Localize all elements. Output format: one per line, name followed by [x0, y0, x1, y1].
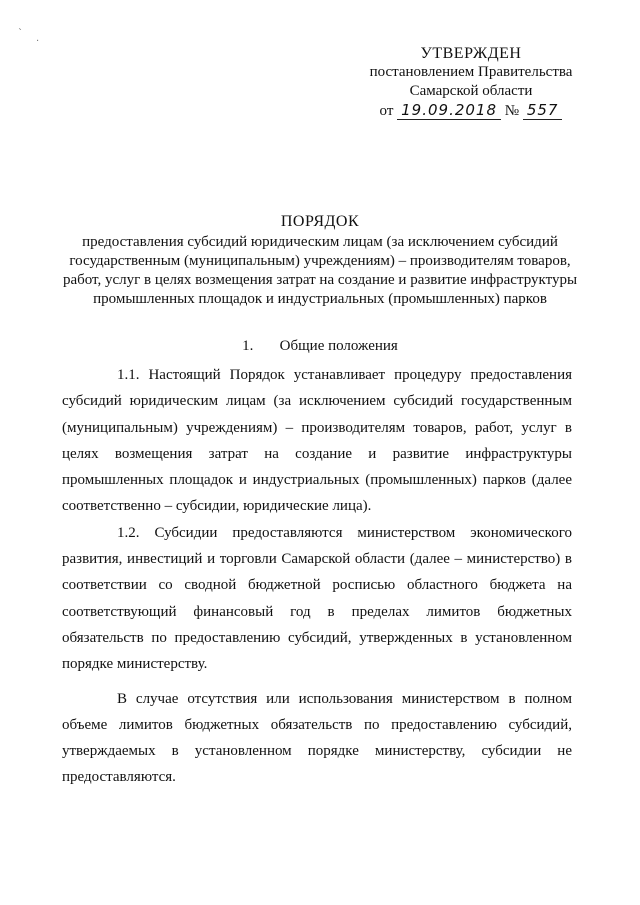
approval-number: 557: [523, 101, 563, 120]
document-title-block: [60, 212, 580, 309]
body-text: [62, 362, 572, 791]
paragraph-1-2-continued: В случае отсутствия или использования министерством в полном объеме лимитов бюджетных обязательств по предоставлению субсидий, утверждаемых в установленном порядке министерству, субсидии не предоставляются.: [62, 690, 572, 786]
section-number: 1.: [242, 338, 254, 354]
scan-speck: ·: [36, 36, 40, 47]
approval-line-1: постановлением Правительства: [369, 64, 573, 80]
approval-date-number: [340, 101, 602, 121]
approval-line-2: Самарской области: [409, 83, 533, 99]
scan-speck: `: [18, 28, 23, 39]
from-label: от: [379, 103, 394, 119]
approval-date: 19.09.2018: [397, 101, 501, 120]
approval-block: [340, 44, 602, 121]
section-title: Общие положения: [279, 338, 398, 354]
number-label: №: [504, 103, 520, 119]
section-heading: [60, 338, 580, 355]
paragraph-1-1: 1.1. Настоящий Порядок устанавливает процедуру предоставления субсидий юридическим лицам (за исключением субсидий государственным (муниципальным) учреждениям) – производителям товаров, работ, услуг в целях возмещения затрат на создание и развитие инфраструктуры промышленных площадок и индустриальных (промышленных) парков (далее соответственно – субсидии, юридические лица).: [62, 367, 572, 515]
document-subtitle: предоставления субсидий юридическим лицам (за исключением субсидий государственным (муниципальным) учреждениям) – производителям товаров, работ, услуг в целях возмещения затрат на создание и развитие инфраструктуры промышленных площадок и индустриальных (промышленных) парков: [62, 234, 578, 307]
paragraph-1-2: 1.2. Субсидии предоставляются министерством экономического развития, инвестиций и торговли Самарской области (далее – министерство) в соответствии со сводной бюджетной росписью областного бюджета на соответствующий финансовый год в пределах лимитов бюджетных обязательств по предоставлению субсидий, утвержденных в установленном порядке министерству.: [62, 524, 572, 673]
approval-title: УТВЕРЖДЕН: [420, 45, 522, 62]
document-title: ПОРЯДОК: [280, 213, 360, 230]
